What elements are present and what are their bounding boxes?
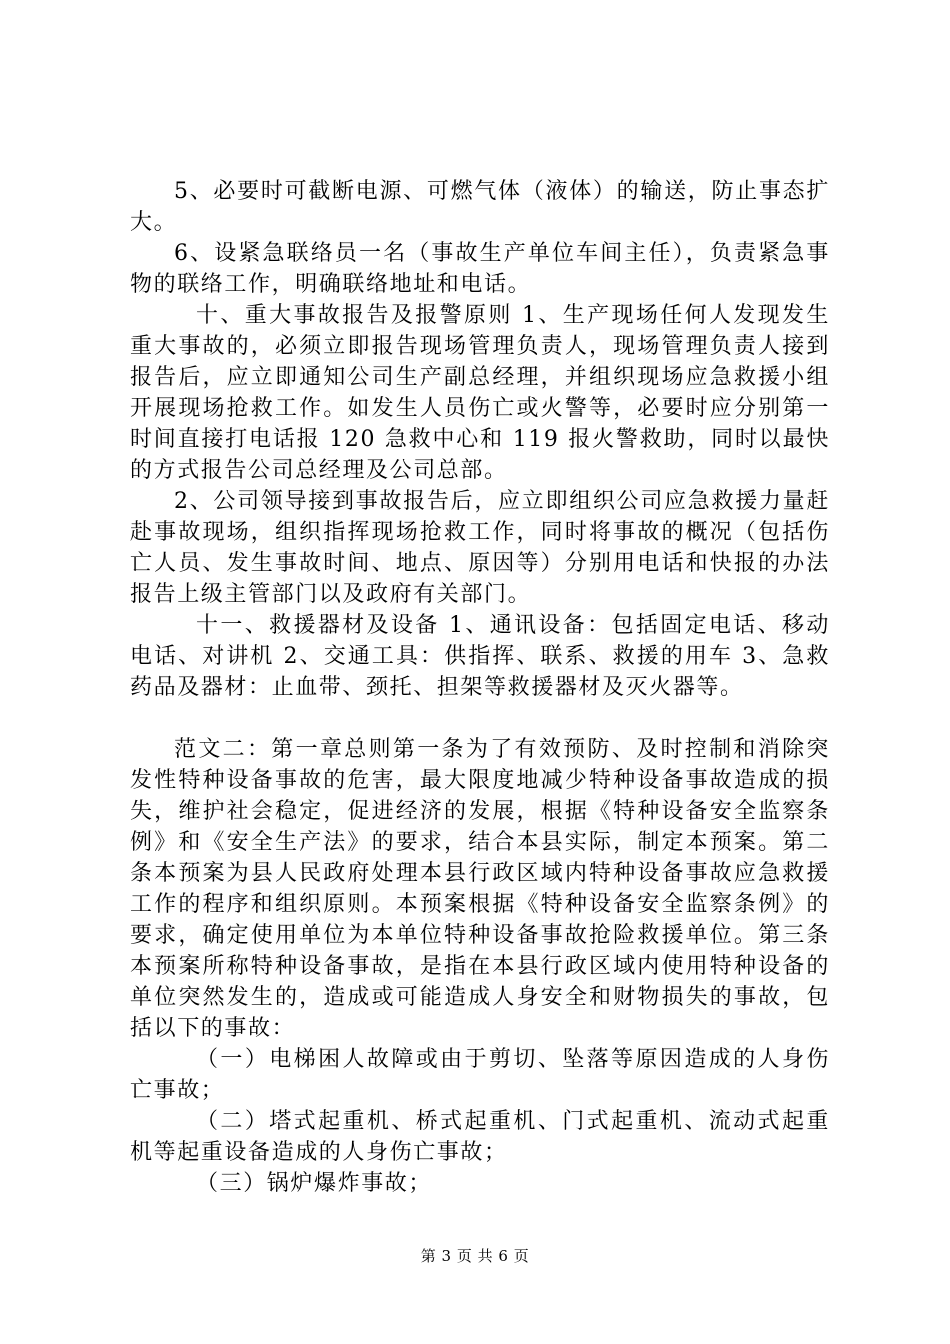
document-body <box>130 176 830 1199</box>
paragraph-item-6: 6、设紧急联络员一名（事故生产单位车间主任），负责紧急事物的联络工作，明确联络地址和电话。 <box>130 241 830 297</box>
paragraph-list-item-2: （二）塔式起重机、桥式起重机、门式起重机、流动式起重机等起重设备造成的人身伤亡事故； <box>130 1109 830 1165</box>
paragraph-list-item-3: （三）锅炉爆炸事故； <box>196 1171 433 1196</box>
paragraph-sample-2: 范文二：第一章总则第一条为了有效预防、及时控制和消除突发性特种设备事故的危害，最大限度地减少特种设备事故造成的损失，维护社会稳定，促进经济的发展，根据《特种设备安全监察条例》和《安全生产法》的要求，结合本县实际，制定本预案。第二条本预案为县人民政府处理本县行政区域内特种设备事故应急救援工作的程序和组织原则。本预案根据《特种设备安全监察条例》的要求，确定使用单位为本单位特种设备事故抢险救援单位。第三条本预案所称特种设备事故，是指在本县行政区域内使用特种设备的单位突然发生的，造成或可能造成人身安全和财物损失的事故，包括以下的事故： <box>130 737 830 1041</box>
paragraph-section-10-item-2: 2、公司领导接到事故报告后，应立即组织公司应急救援力量赶赴事故现场，组织指挥现场抢救工作，同时将事故的概况（包括伤亡人员、发生事故时间、地点、原因等）分别用电话和快报的办法报告上级主管部门以及政府有关部门。 <box>130 489 830 607</box>
paragraph-section-10: 十、重大事故报告及报警原则 1、生产现场任何人发现发生重大事故的，必须立即报告现场管理负责人，现场管理负责人接到报告后，应立即通知公司生产副总经理，并组织现场应急救援小组开展现场抢救工作。如发生人员伤亡或火警等，必要时应分别第一时间直接打电话报 120 急救中心和 119 报火警救助，同时以最快的方式报告公司总经理及公司总部。 <box>130 303 830 483</box>
page-number-footer: 第 3 页 共 6 页 <box>420 1247 530 1265</box>
paragraph-list-item-1: （一）电梯困人故障或由于剪切、坠落等原因造成的人身伤亡事故； <box>130 1047 830 1103</box>
paragraph-section-11: 十一、救援器材及设备 1、通讯设备：包括固定电话、移动电话、对讲机 2、交通工具：供指挥、联系、救援的用车 3、急救药品及器材：止血带、颈托、担架等救援器材及灭火器等。 <box>130 613 830 700</box>
paragraph-item-5: 5、必要时可截断电源、可燃气体（液体）的输送，防止事态扩大。 <box>130 179 830 235</box>
